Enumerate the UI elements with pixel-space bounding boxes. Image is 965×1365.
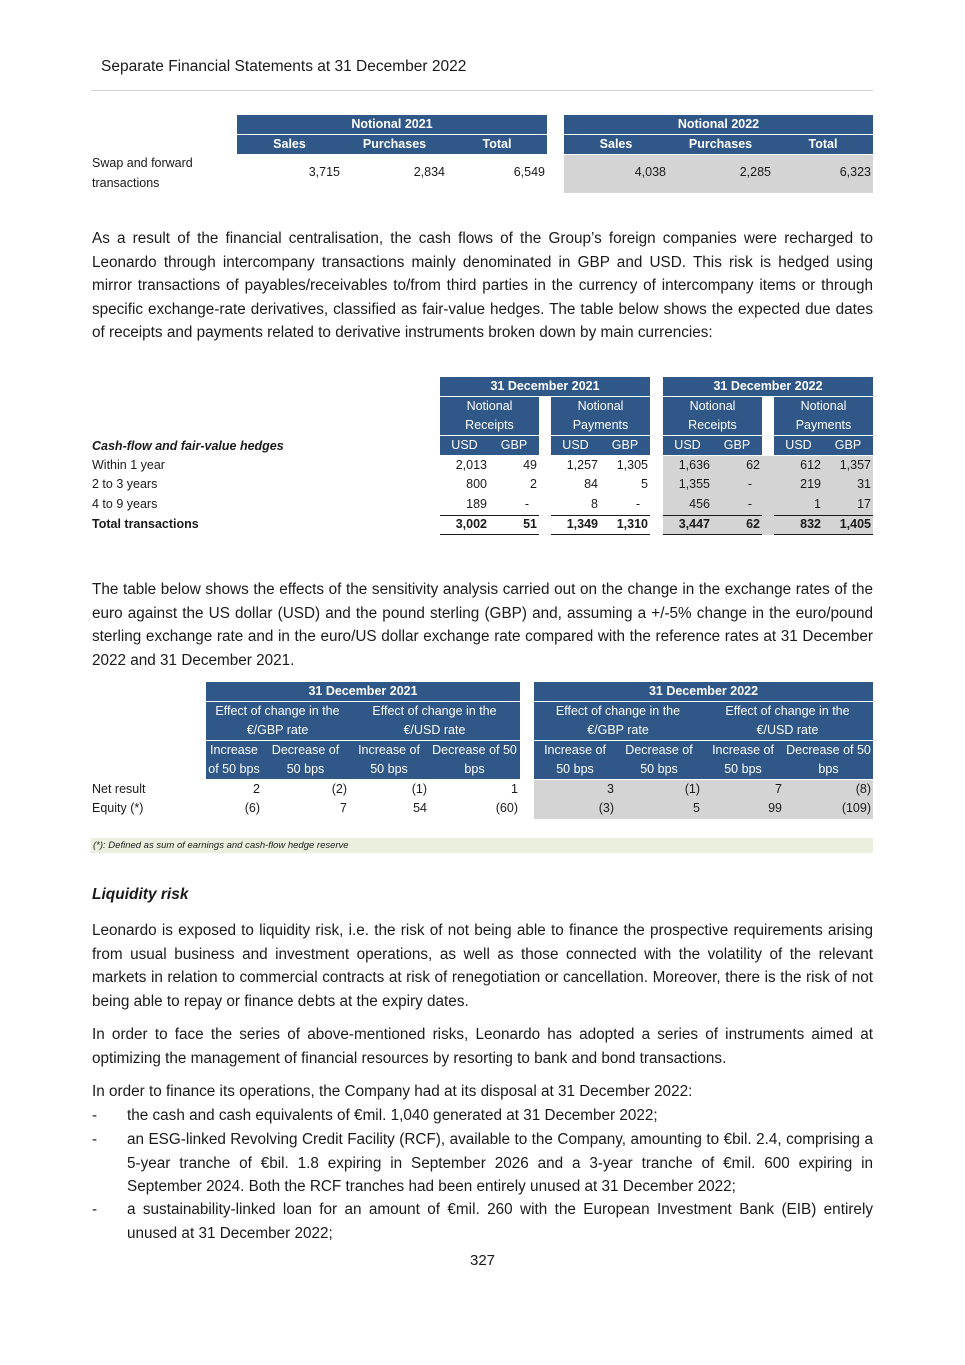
t3-cell: 54 xyxy=(413,801,427,815)
t2-notional: Notional xyxy=(689,399,736,413)
t2-cell: 84 xyxy=(584,477,598,491)
t1-col-sales-2021: Sales xyxy=(237,135,342,154)
t3-cell: 7 xyxy=(775,782,782,796)
t3-usd-header-2021 xyxy=(349,702,520,740)
t2-cell: 800 xyxy=(466,477,487,491)
t2-cell: 2 xyxy=(530,477,537,491)
t3-group-2021: 31 December 2021 xyxy=(206,682,520,701)
t2-payments: Payments xyxy=(795,418,852,432)
t3-cell: (8) xyxy=(855,782,871,796)
t2-cell: 2,013 xyxy=(455,458,487,472)
t3-row-label: Equity (*) xyxy=(92,801,144,815)
t2-cell: - xyxy=(524,497,529,511)
t2-cell: 1,257 xyxy=(566,458,598,472)
t3-col-text: 50 bps xyxy=(556,762,594,776)
t1-col-total-2021: Total xyxy=(447,135,547,154)
t3-cell: 3 xyxy=(607,782,614,796)
t2-bottom-rule xyxy=(440,534,539,535)
t1-value: 6,549 xyxy=(513,165,545,179)
t3-gbp-line2: €/GBP rate xyxy=(246,723,309,737)
t2-notional-receipts-2021 xyxy=(440,397,539,435)
t3-cell: 2 xyxy=(253,782,260,796)
t2-cell: 17 xyxy=(857,497,871,511)
t3-col-increase xyxy=(206,741,262,779)
t2-cell: 219 xyxy=(800,477,821,491)
t1-col-sales-2022: Sales xyxy=(564,135,668,154)
table-footnote: (*): Defined as sum of earnings and cash-flow hedge reserve xyxy=(91,838,873,853)
t3-usd-header-2022 xyxy=(702,702,873,740)
t2-bottom-rule xyxy=(774,534,873,535)
t2-cell: 1,310 xyxy=(616,517,648,531)
t1-row-label-line2: transactions xyxy=(92,176,160,190)
t2-cell: 51 xyxy=(523,517,537,531)
t2-total-rule xyxy=(774,515,873,516)
t2-cell: 1,405 xyxy=(839,517,871,531)
t2-cell: 1,305 xyxy=(616,458,648,472)
t2-cell: 3,002 xyxy=(455,517,487,531)
t2-bottom-rule xyxy=(551,534,650,535)
t3-col-text: 50 bps xyxy=(286,762,325,776)
t2-cell: - xyxy=(747,477,752,491)
t3-cell: 1 xyxy=(511,782,518,796)
t2-row-label: 4 to 9 years xyxy=(92,497,158,511)
t3-row-label: Net result xyxy=(92,782,146,796)
t3-col-decrease xyxy=(784,741,873,779)
paragraph-sensitivity: The table below shows the effects of the sensitivity analysis carried out on the change in the exchange rates of the euro against the US dollar (USD) and the pound sterling (GBP) and, assuming a +/-5% change in the euro/pound sterling exchange rate and in the euro/US dollar exchange rate compared with the reference rates at 31 December 2022 and 31 December 2021. xyxy=(92,581,873,669)
t2-row-label: Total transactions xyxy=(92,517,199,531)
t2-col-gbp: GBP xyxy=(823,436,873,455)
t3-col-text: Increase of xyxy=(712,743,774,757)
t2-notional: Notional xyxy=(800,399,847,413)
bullet-item: the cash and cash equivalents of €mil. 1,040 generated at 31 December 2022; xyxy=(127,1107,658,1124)
t2-col-gbp: GBP xyxy=(712,436,762,455)
t2-group-2022: 31 December 2022 xyxy=(663,377,873,396)
t3-col-decrease xyxy=(616,741,702,779)
t1-value: 2,834 xyxy=(413,165,445,179)
t2-cell: 5 xyxy=(641,477,648,491)
t2-cell: 31 xyxy=(857,477,871,491)
t3-gbp-line2: €/GBP rate xyxy=(587,723,649,737)
liquidity-paragraph-3: In order to finance its operations, the Company had at its disposal at 31 December 2022: xyxy=(92,1083,693,1100)
t2-cell: 1,349 xyxy=(566,517,598,531)
t2-col-usd: USD xyxy=(551,436,600,455)
t3-col-text: Decrease of xyxy=(271,743,340,757)
t3-cell: (1) xyxy=(684,782,700,796)
t2-col-gbp: GBP xyxy=(489,436,539,455)
t1-value: 6,323 xyxy=(839,165,871,179)
t2-cell: 8 xyxy=(591,497,598,511)
t3-col-text: bps xyxy=(464,762,485,776)
t2-notional: Notional xyxy=(466,399,513,413)
t2-notional-payments-2021 xyxy=(551,397,650,435)
t2-cell: 62 xyxy=(746,458,760,472)
t3-gbp-header-2022 xyxy=(534,702,702,740)
t2-cell: - xyxy=(747,497,752,511)
t1-value: 4,038 xyxy=(634,165,666,179)
t2-cell: 1,357 xyxy=(839,458,871,472)
t3-group-2022: 31 December 2022 xyxy=(534,682,873,701)
liquidity-paragraph-1: Leonardo is exposed to liquidity risk, i.e. the risk of not being able to finance the prospective requirements arising from usual business and investment operations, as well as those connected with the volatility of the relevant markets in relation to commercial contracts at risk of renegotiation or cancellation. Moreover, there is the risk of not being able to repay or finance debts at the expiry dates. xyxy=(92,922,873,1010)
t2-cell: 189 xyxy=(466,497,487,511)
t2-col-usd: USD xyxy=(774,436,823,455)
t3-col-text: 50 bps xyxy=(370,762,408,776)
t2-group-2021: 31 December 2021 xyxy=(440,377,650,396)
t2-receipts: Receipts xyxy=(465,418,514,432)
t2-notional-receipts-2022 xyxy=(663,397,762,435)
t2-total-rule xyxy=(440,515,539,516)
t2-cell: 1 xyxy=(814,497,821,511)
t3-col-increase xyxy=(702,741,784,779)
bullet-dash: - xyxy=(92,1107,98,1124)
t1-col-purchases-2021: Purchases xyxy=(342,135,447,154)
t3-col-decrease xyxy=(429,741,520,779)
t3-col-increase xyxy=(349,741,429,779)
t1-value: 3,715 xyxy=(308,165,340,179)
t3-cell: (1) xyxy=(411,782,427,796)
bullet-dash: - xyxy=(92,1131,98,1148)
t1-col-purchases-2022: Purchases xyxy=(668,135,773,154)
t3-cell: 5 xyxy=(693,801,700,815)
page-header: Separate Financial Statements at 31 December 2022 xyxy=(101,58,467,75)
t2-cell: 1,355 xyxy=(678,477,710,491)
t3-usd-line2: €/USD rate xyxy=(403,723,466,737)
t2-cell: 456 xyxy=(689,497,710,511)
t3-gbp-header-2021 xyxy=(206,702,349,740)
t3-cell: (109) xyxy=(841,801,871,815)
t3-cell: 7 xyxy=(340,801,347,815)
bullet-dash: - xyxy=(92,1201,98,1218)
t2-col-gbp: GBP xyxy=(600,436,650,455)
t2-col-usd: USD xyxy=(663,436,712,455)
t3-col-text: 50 bps xyxy=(640,762,678,776)
t3-col-text: of 50 bps xyxy=(208,762,260,776)
page-number: 327 xyxy=(469,1252,496,1269)
t2-cell: - xyxy=(635,497,640,511)
t2-total-rule xyxy=(551,515,650,516)
t2-cell: 832 xyxy=(800,517,821,531)
t2-col-usd: USD xyxy=(440,436,489,455)
t3-cell: (6) xyxy=(244,801,260,815)
t2-payments: Payments xyxy=(572,418,629,432)
t2-title: Cash-flow and fair-value hedges xyxy=(92,439,284,453)
bullet-item: an ESG-linked Revolving Credit Facility (RCF), available to the Company, amounting to €bil. 2.4, comprising a 5-year tranche of €bil. 1.8 expiring in September 2026 and a 3-year tranche of €mil. 600 expiring in September 2024. Both the RCF tranches had been entirely unused at 31 December 2022; xyxy=(127,1131,873,1195)
t3-col-text: 50 bps xyxy=(724,762,762,776)
t2-receipts: Receipts xyxy=(688,418,737,432)
t2-cell: 612 xyxy=(800,458,821,472)
t3-col-text: Decrease of 50 xyxy=(432,743,517,757)
liquidity-paragraph-2: In order to face the series of above-mentioned risks, Leonardo has adopted a series of instruments aimed at optimizing the management of financial resources by resorting to bank and bond transactions. xyxy=(92,1026,873,1067)
paragraph-centralisation: As a result of the financial centralisation, the cash flows of the Group’s foreign companies were recharged to Leonardo through intercompany transactions mainly denominated in GBP and USD. This risk is hedged using mirror transactions of payables/receivables to/from third parties in the currency of intercompany items or through specific exchange-rate derivatives, classified as fair-value hedges. The table below shows the expected due dates of receipts and payments related to derivative instruments broken down by main currencies: xyxy=(92,230,873,341)
t3-usd-line1: Effect of change in the xyxy=(725,704,850,718)
t3-col-text: Decrease of 50 xyxy=(786,743,871,757)
section-heading: Liquidity risk xyxy=(92,886,189,903)
t3-cell: 99 xyxy=(768,801,782,815)
t2-cell: 49 xyxy=(523,458,537,472)
t3-col-increase xyxy=(534,741,616,779)
t2-total-rule xyxy=(663,515,762,516)
t2-row-label: Within 1 year xyxy=(92,458,165,472)
t2-cell: 3,447 xyxy=(678,517,710,531)
t3-gbp-line1: Effect of change in the xyxy=(555,704,681,718)
header-divider xyxy=(91,90,873,91)
t3-cell: (3) xyxy=(598,801,614,815)
t3-col-text: Decrease of xyxy=(625,743,693,757)
t3-cell: (60) xyxy=(495,801,518,815)
t1-row-label-line1: Swap and forward xyxy=(92,156,193,170)
t3-cell: (2) xyxy=(331,782,347,796)
t3-col-decrease xyxy=(262,741,349,779)
t2-notional: Notional xyxy=(577,399,624,413)
t2-cell: 62 xyxy=(746,517,760,531)
t3-col-text: bps xyxy=(818,762,839,776)
t1-group-2022: Notional 2022 xyxy=(564,115,873,134)
t3-usd-line2: €/USD rate xyxy=(756,723,819,737)
t1-value: 2,285 xyxy=(739,165,771,179)
t1-col-total-2022: Total xyxy=(773,135,873,154)
t3-col-text: Increase of xyxy=(358,743,420,757)
bullet-item: a sustainability-linked loan for an amount of €mil. 260 with the European Investment Bank (EIB) entirely unused at 31 December 2022; xyxy=(127,1201,873,1242)
t3-usd-line1: Effect of change in the xyxy=(372,704,497,718)
t3-col-text: Increase of xyxy=(544,743,606,757)
t3-gbp-line1: Effect of change in the xyxy=(215,704,340,718)
t2-row-label: 2 to 3 years xyxy=(92,477,158,491)
t2-bottom-rule xyxy=(663,534,762,535)
t3-col-text: Increase xyxy=(210,743,258,757)
t2-notional-payments-2022 xyxy=(774,397,873,435)
t2-cell: 1,636 xyxy=(678,458,710,472)
t1-group-2021: Notional 2021 xyxy=(237,115,547,134)
